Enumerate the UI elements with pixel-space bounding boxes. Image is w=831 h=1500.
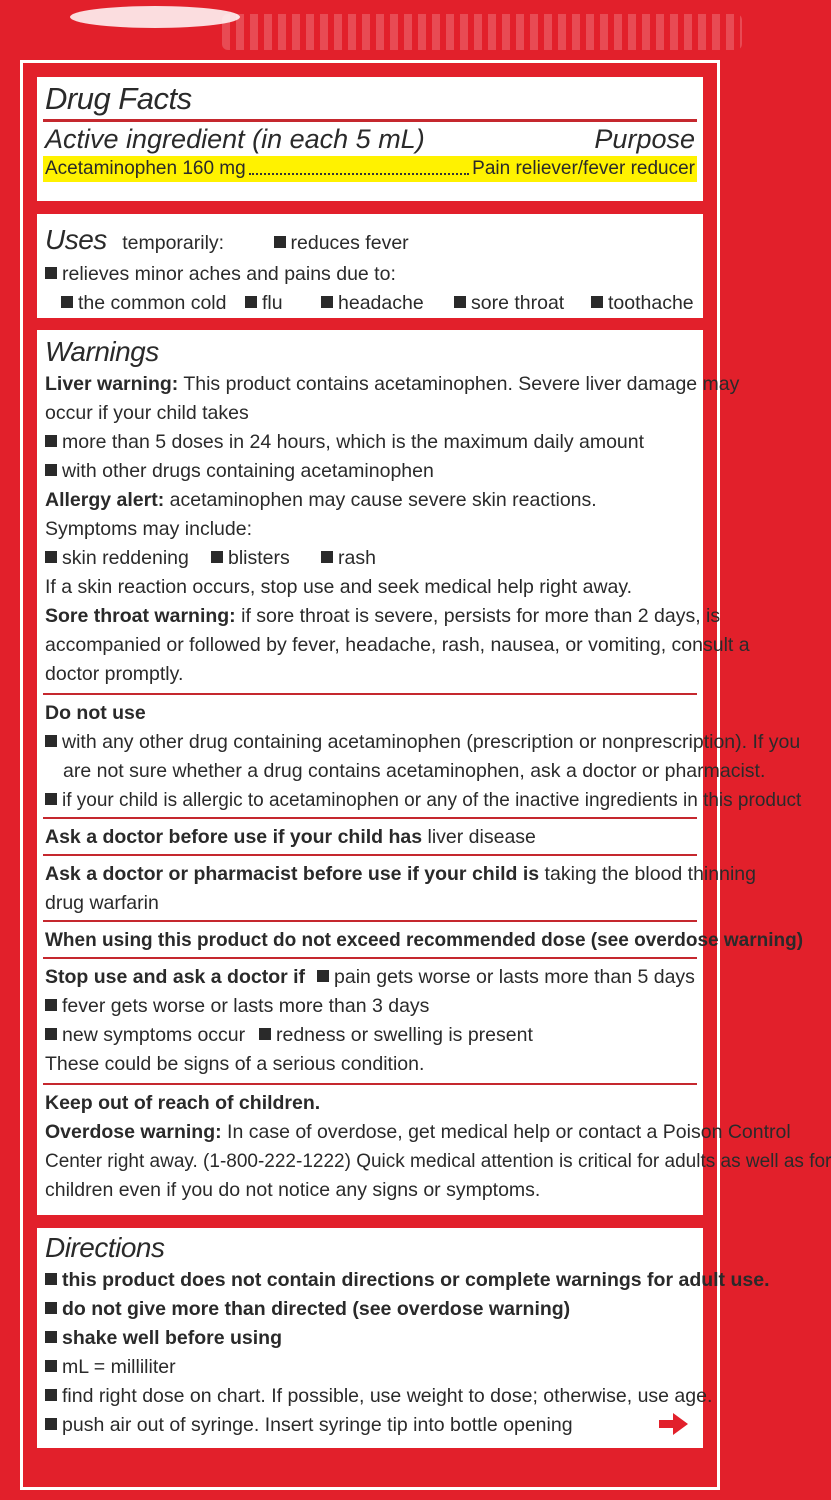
stop-use-note: These could be signs of a serious condition. <box>45 1053 425 1075</box>
direction-text: find right dose on chart. If possible, use weight to dose; otherwise, use age. <box>62 1385 713 1407</box>
active-ingredient-header <box>45 122 695 156</box>
uses-title: Uses <box>45 224 107 255</box>
brand-logo-icon <box>70 6 240 28</box>
ask-pharmacist <box>45 860 756 889</box>
liver-bullet-text: more than 5 doses in 24 hours, which is the maximum daily amount <box>62 431 645 453</box>
square-bullet-icon <box>45 464 57 476</box>
warnings-title: Warnings <box>45 336 159 367</box>
leader-dots <box>249 156 469 175</box>
liver-warning-cont: occur if your child takes <box>45 402 249 424</box>
liver-warning-text: This product contains acetaminophen. Severe liver damage may <box>178 373 740 395</box>
ask-pharmacist-text: taking the blood thinning <box>539 863 756 885</box>
overdose-cont: children even if you do not notice any signs or symptoms. <box>45 1179 541 1201</box>
keep-out-of-reach: Keep out of reach of children. <box>45 1092 321 1114</box>
stop-use-item <box>45 992 695 1021</box>
uses-item <box>274 232 409 254</box>
ask-doctor <box>45 823 695 852</box>
ask-pharmacist-label: Ask a doctor or pharmacist before use if your child is <box>45 863 540 885</box>
do-not-use-text: if your child is allergic to acetaminophen or any of the inactive ingredients in this product <box>62 790 802 811</box>
symptoms-intro: Symptoms may include: <box>45 518 252 540</box>
square-bullet-icon <box>259 1028 271 1040</box>
uses-header-line <box>45 220 695 260</box>
direction-text: do not give more than directed (see overdose warning) <box>62 1298 571 1320</box>
do-not-use-text: with any other drug containing acetaminophen (prescription or nonprescription). If you <box>62 731 801 753</box>
square-bullet-icon <box>61 296 73 308</box>
direction-text: this product does not contain directions or complete warnings for adult use. <box>62 1269 770 1291</box>
square-bullet-icon <box>317 970 329 982</box>
overdose-cont: Center right away. (1-800-222-1222) Quick medical attention is critical for adults as well as for <box>45 1151 831 1172</box>
skin-reaction-text: If a skin reaction occurs, stop use and seek medical help right away. <box>45 576 633 598</box>
directions-panel <box>37 1228 770 1448</box>
stop-use-text: pain gets worse or lasts more than 5 days <box>334 966 695 988</box>
allergy-alert <box>45 486 695 515</box>
divider <box>43 957 697 959</box>
do-not-use-cont: are not sure whether a drug contains acetaminophen, ask a doctor or pharmacist. <box>63 760 766 782</box>
cause-text: toothache <box>608 292 694 314</box>
uses-item-text: reduces fever <box>290 232 409 254</box>
direction-item <box>45 1295 695 1324</box>
liver-warning <box>45 370 740 399</box>
divider <box>43 1083 697 1085</box>
square-bullet-icon <box>45 551 57 563</box>
drug-facts-title: Drug Facts <box>45 81 192 116</box>
do-not-use-title: Do not use <box>45 702 146 724</box>
purpose-heading: Purpose <box>594 124 695 154</box>
symptom-text: blisters <box>228 547 290 569</box>
symptom-item <box>45 544 211 573</box>
direction-text: mL = milliliter <box>62 1356 176 1378</box>
stop-use <box>45 963 695 992</box>
overdose-warning <box>45 1118 791 1147</box>
mirrored-print <box>222 14 742 50</box>
uses-intro: temporarily: <box>122 232 225 254</box>
cause-text: sore throat <box>471 292 565 314</box>
square-bullet-icon <box>274 236 286 248</box>
cause-item <box>454 289 591 318</box>
do-not-use-item <box>45 728 801 757</box>
square-bullet-icon <box>45 1331 57 1343</box>
uses-panel <box>37 214 703 318</box>
direction-item <box>45 1411 695 1440</box>
uses-item-text: relieves minor aches and pains due to: <box>62 263 396 285</box>
stop-use-item <box>45 1021 695 1050</box>
divider <box>43 854 697 856</box>
ask-doctor-text: liver disease <box>422 826 536 848</box>
cause-item <box>591 289 694 318</box>
package-top-band <box>0 0 739 60</box>
ingredient-purpose: Pain reliever/fever reducer <box>472 158 695 179</box>
stop-use-text: fever gets worse or lasts more than 3 days <box>62 995 430 1017</box>
square-bullet-icon <box>45 999 57 1011</box>
stop-use-label: Stop use and ask a doctor if <box>45 966 306 988</box>
sore-throat-cont: doctor promptly. <box>45 663 184 685</box>
square-bullet-icon <box>211 551 223 563</box>
square-bullet-icon <box>45 1302 57 1314</box>
divider <box>43 817 697 819</box>
when-using: When using this product do not exceed recommended dose (see overdose warning) <box>45 930 804 951</box>
directions-title: Directions <box>45 1232 165 1263</box>
liver-bullet <box>45 428 695 457</box>
divider <box>43 920 697 922</box>
square-bullet-icon <box>591 296 603 308</box>
liver-bullet-text: with other drugs containing acetaminophen <box>62 460 434 482</box>
sore-throat-cont: accompanied or followed by fever, headache, rash, nausea, or vomiting, consult a <box>45 634 750 656</box>
drug-facts-panel <box>37 77 703 201</box>
allergy-label: Allergy alert: <box>45 489 165 511</box>
direction-item <box>45 1353 695 1382</box>
square-bullet-icon <box>45 1360 57 1372</box>
cause-text: flu <box>262 292 283 314</box>
direction-item <box>45 1324 695 1353</box>
square-bullet-icon <box>245 296 257 308</box>
liver-warning-label: Liver warning: <box>45 373 179 395</box>
active-ingredient-row <box>43 156 697 182</box>
ingredient-name: Acetaminophen 160 mg <box>45 158 246 179</box>
cause-text: headache <box>338 292 424 314</box>
square-bullet-icon <box>321 296 333 308</box>
overdose-label: Overdose warning: <box>45 1121 222 1143</box>
direction-item <box>45 1382 713 1411</box>
cause-item <box>61 289 245 318</box>
square-bullet-icon <box>45 1028 57 1040</box>
stop-use-sub <box>45 1021 259 1050</box>
square-bullet-icon <box>45 1389 57 1401</box>
square-bullet-icon <box>321 551 333 563</box>
sore-throat-label: Sore throat warning: <box>45 605 236 627</box>
liver-bullet <box>45 457 695 486</box>
warnings-panel <box>37 330 831 1215</box>
right-arrow-icon <box>659 1412 689 1436</box>
symptom-text: rash <box>338 547 376 569</box>
uses-causes <box>45 289 695 318</box>
square-bullet-icon <box>45 267 57 279</box>
square-bullet-icon <box>45 1273 57 1285</box>
stop-use-text: redness or swelling is present <box>276 1024 533 1046</box>
symptoms-list <box>45 544 695 573</box>
sore-throat-warning <box>45 602 721 631</box>
stop-use-text: new symptoms occur <box>62 1024 246 1046</box>
square-bullet-icon <box>454 296 466 308</box>
ask-pharmacist-cont: drug warfarin <box>45 892 159 914</box>
active-ingredient-heading: Active ingredient (in each 5 mL) <box>45 124 425 154</box>
cause-item <box>321 289 454 318</box>
square-bullet-icon <box>45 793 57 805</box>
square-bullet-icon <box>45 1418 57 1430</box>
symptom-item <box>321 547 376 569</box>
square-bullet-icon <box>45 435 57 447</box>
symptom-text: skin reddening <box>62 547 189 569</box>
direction-text: shake well before using <box>62 1327 282 1349</box>
divider <box>43 693 697 695</box>
allergy-text: acetaminophen may cause severe skin reactions. <box>164 489 597 511</box>
ask-doctor-label: Ask a doctor before use if your child has <box>45 826 423 848</box>
overdose-text: In case of overdose, get medical help or contact a Poison Control <box>221 1121 791 1143</box>
sore-throat-text: if sore throat is severe, persists for more than 2 days, is <box>235 605 721 627</box>
cause-item <box>245 289 321 318</box>
do-not-use-item <box>45 786 802 815</box>
direction-item <box>45 1266 770 1295</box>
square-bullet-icon <box>45 735 57 747</box>
symptom-item <box>211 544 321 573</box>
cause-text: the common cold <box>78 292 227 314</box>
direction-text: push air out of syringe. Insert syringe tip into bottle opening <box>62 1414 573 1436</box>
uses-item <box>45 260 695 289</box>
